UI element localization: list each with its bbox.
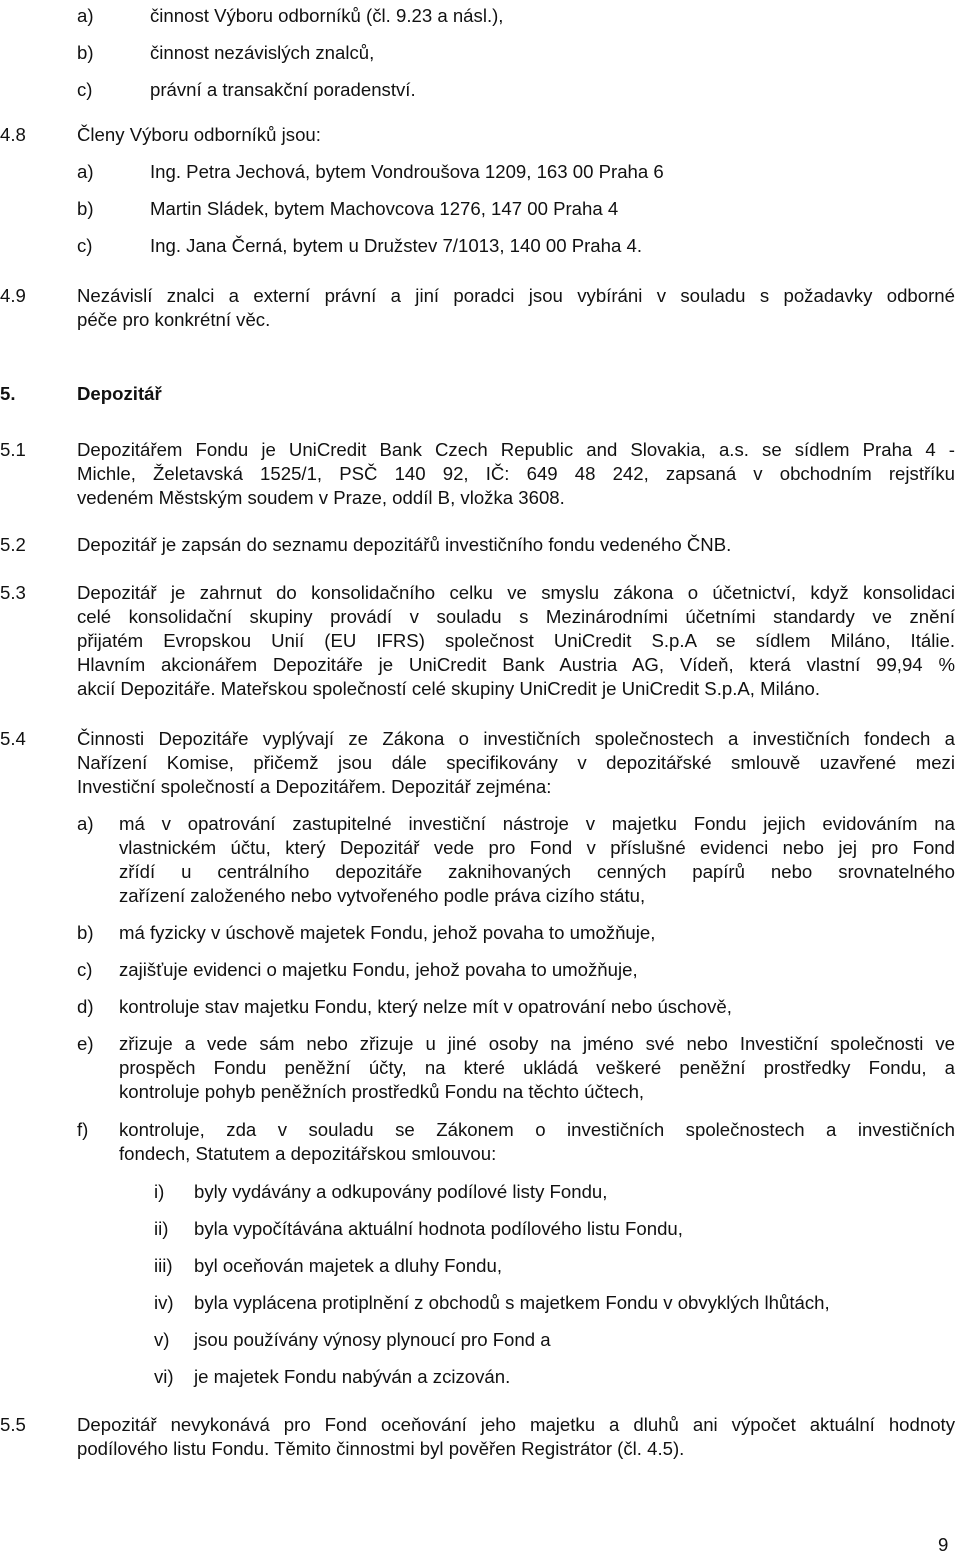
sublist-label: i)	[154, 1181, 165, 1202]
list-label: a)	[77, 5, 94, 26]
list-item-line: prospěch Fondu peněžní účty, na které ukládá veškeré peněžní prostředky Fondu, a	[119, 1057, 955, 1078]
section-number: 4.8	[0, 124, 26, 145]
section-line: akcií Depozitáře. Mateřskou společností celé skupiny UniCredit je UniCredit S.p.A, Miláno.	[77, 678, 821, 699]
section-number: 5.4	[0, 728, 26, 749]
list-label: c)	[77, 235, 93, 256]
section-line: vedeném Městským soudem v Praze, oddíl B, vložka 3608.	[77, 487, 565, 508]
sublist-label: iv)	[154, 1292, 174, 1313]
list-label: a)	[77, 161, 94, 182]
list-label: e)	[77, 1033, 94, 1054]
heading-number: 5.	[0, 383, 16, 404]
section-number: 5.2	[0, 534, 26, 555]
section-line: Depozitářem Fondu je UniCredit Bank Czech Republic and Slovakia, a.s. se sídlem Praha 4 -	[77, 439, 955, 460]
list-item-line: fondech, Statutem a depozitářskou smlouvou:	[119, 1143, 497, 1164]
heading-title: Depozitář	[77, 383, 162, 404]
section-number: 4.9	[0, 285, 26, 306]
list-label: a)	[77, 813, 94, 834]
sublist-label: iii)	[154, 1255, 173, 1276]
list-item-line: má fyzicky v úschově majetek Fondu, jehož povaha to umožňuje,	[119, 922, 656, 943]
section-line: Michle, Želetavská 1525/1, PSČ 140 92, IČ: 649 48 242, zapsaná v obchodním rejstříku	[77, 463, 955, 484]
section-line: Depozitář je zahrnut do konsolidačního celku ve smyslu zákona o účetnictví, když konsolidaci	[77, 582, 955, 603]
list-item: činnost Výboru odborníků (čl. 9.23 a násl.),	[150, 5, 504, 26]
sublist-item: byl oceňován majetek a dluhy Fondu,	[194, 1255, 503, 1276]
list-label: b)	[77, 42, 94, 63]
section-line: Investiční společností a Depozitářem. Depozitář zejména:	[77, 776, 552, 797]
section-number: 5.1	[0, 439, 26, 460]
list-item-line: vlastnickém účtu, který Depozitář vede pro Fond v příslušné evidenci nebo jej pro Fond	[119, 837, 955, 858]
section-number: 5.3	[0, 582, 26, 603]
sublist-item: byly vydávány a odkupovány podílové listy Fondu,	[194, 1181, 608, 1202]
page-number: 9	[938, 1534, 949, 1555]
sublist-label: vi)	[154, 1366, 174, 1387]
list-label: f)	[77, 1119, 89, 1140]
section-line: přijatém Evropskou Unií (EU IFRS) společnost UniCredit S.p.A se sídlem Miláno, Itálie.	[77, 630, 955, 651]
list-label: c)	[77, 959, 93, 980]
list-label: b)	[77, 922, 94, 943]
list-item: Ing. Petra Jechová, bytem Vondroušova 1209, 163 00 Praha 6	[150, 161, 664, 182]
section-text: Členy Výboru odborníků jsou:	[77, 124, 321, 145]
section-number: 5.5	[0, 1414, 26, 1435]
list-label: c)	[77, 79, 93, 100]
sublist-item: je majetek Fondu nabýván a zcizován.	[194, 1366, 511, 1387]
list-label: d)	[77, 996, 94, 1017]
sublist-item: byla vyplácena protiplnění z obchodů s majetkem Fondu v obvyklých lhůtách,	[194, 1292, 830, 1313]
section-line: Depozitář je zapsán do seznamu depozitářů investičního fondu vedeného ČNB.	[77, 534, 732, 555]
section-line: Činnosti Depozitáře vyplývají ze Zákona o investičních společnostech a investičních fondech a	[77, 728, 955, 749]
sublist-item: jsou používány výnosy plynoucí pro Fond a	[194, 1329, 551, 1350]
list-item: Ing. Jana Černá, bytem u Družstev 7/1013, 140 00 Praha 4.	[150, 235, 642, 256]
section-line: Nařízení Komise, přičemž jsou dále specifikovány v depozitářské smlouvě uzavřené mezi	[77, 752, 955, 773]
sublist-item: byla vypočítávána aktuální hodnota podílového listu Fondu,	[194, 1218, 683, 1239]
list-item-line: zřizuje a vede sám nebo zřizuje u jiné osoby na jméno své nebo Investiční společnosti ve	[119, 1033, 955, 1054]
list-item-line: zajišťuje evidenci o majetku Fondu, jehož povaha to umožňuje,	[119, 959, 638, 980]
list-item-line: zřídí u centrálního depozitáře zaknihovaných cenných papírů nebo srovnatelného	[119, 861, 955, 882]
section-line: Depozitář nevykonává pro Fond oceňování jeho majetku a dluhů ani výpočet aktuální hodnoty	[77, 1414, 955, 1435]
sublist-label: v)	[154, 1329, 170, 1350]
section-line: Hlavním akcionářem Depozitáře je UniCredit Bank Austria AG, Vídeň, která vlastní 99,94 %	[77, 654, 955, 675]
section-line: Nezávislí znalci a externí právní a jiní poradci jsou vybíráni v souladu s požadavky odborné	[77, 285, 955, 306]
section-line: celé konsolidační skupiny provádí v souladu s Mezinárodními účetními standardy ve znění	[77, 606, 955, 627]
list-label: b)	[77, 198, 94, 219]
list-item-line: zařízení založeného nebo vytvořeného podle práva cizího státu,	[119, 885, 646, 906]
list-item: činnost nezávislých znalců,	[150, 42, 375, 63]
sublist-label: ii)	[154, 1218, 169, 1239]
list-item-line: kontroluje stav majetku Fondu, který nelze mít v opatrování nebo úschově,	[119, 996, 732, 1017]
list-item-line: kontroluje pohyb peněžních prostředků Fondu na těchto účtech,	[119, 1081, 645, 1102]
list-item-line: kontroluje, zda v souladu se Zákonem o investičních společnostech a investičních	[119, 1119, 955, 1140]
list-item: Martin Sládek, bytem Machovcova 1276, 147 00 Praha 4	[150, 198, 619, 219]
list-item-line: má v opatrování zastupitelné investiční nástroje v majetku Fondu jejich evidováním na	[119, 813, 955, 834]
section-line: péče pro konkrétní věc.	[77, 309, 271, 330]
section-line: podílového listu Fondu. Těmito činnostmi byl pověřen Registrátor (čl. 4.5).	[77, 1438, 685, 1459]
list-item: právní a transakční poradenství.	[150, 79, 416, 100]
